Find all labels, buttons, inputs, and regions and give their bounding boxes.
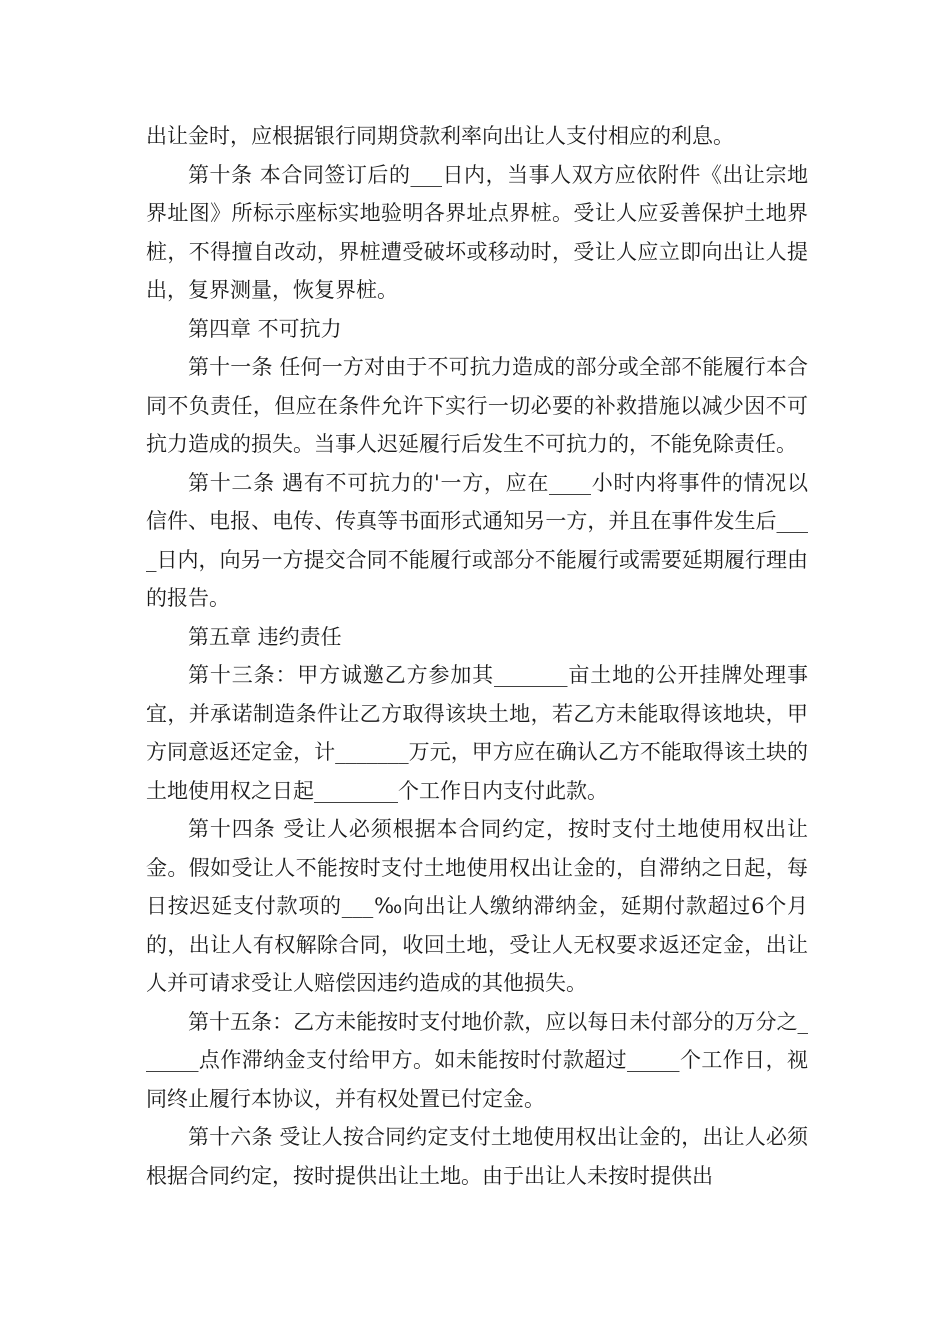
article-12: 第十二条 遇有不可抗力的'一方，应在____小时内将事件的情况以信件、电报、电传、传真等书面形式通知另一方，并且在事件发生后____日内，向另一方提交合同不能履行或部分不能履行或需要延期履行理由的报告。 (146, 470, 808, 610)
paragraph-continuation: 出让金时，应根据银行同期贷款利率向出让人支付相应的利息。 (146, 124, 734, 148)
chapter-4-heading: 第四章 不可抗力 (188, 316, 342, 341)
article-14: 第十四条 受让人必须根据本合同约定，按时支付土地使用权出让金。假如受让人不能按时支付土地使用权出让金的，自滞纳之日起，每日按迟延支付款项的___‰向出让人缴纳滞纳金，延期付款超过6个月的，出让人有权解除合同，收回土地，受让人无权要求返还定金，出让人并可请求受让人赔偿因违约造成的其他损失。 (146, 817, 808, 995)
article-10: 第十条 本合同签订后的___日内，当事人双方应依附件《出让宗地界址图》所标示座标实地验明各界址点界桩。受让人应妥善保护土地界桩，不得擅自改动，界桩遭受破坏或移动时，受让人应立即向出让人提出，复界测量，恢复界桩。 (146, 162, 808, 302)
chapter-5-heading: 第五章 违约责任 (188, 624, 342, 649)
article-13: 第十三条：甲方诚邀乙方参加其_______亩土地的公开挂牌处理事宜，并承诺制造条件让乙方取得该块土地，若乙方未能取得该地块，甲方同意返还定金，计_______万元，甲方应在确认乙方不能取得该土块的土地使用权之日起________个工作日内支付此款。 (146, 663, 808, 803)
article-15: 第十五条：乙方未能按时支付地价款，应以每日未付部分的万分之______点作滞纳金支付给甲方。如未能按时付款超过_____个工作日，视同终止履行本协议，并有权处置已付定金。 (146, 1009, 808, 1111)
document-page (146, 117, 808, 1195)
article-16: 第十六条 受让人按合同约定支付土地使用权出让金的，出让人必须根据合同约定，按时提供出让土地。由于出让人未按时提供出 (146, 1125, 808, 1188)
article-11: 第十一条 任何一方对由于不可抗力造成的部分或全部不能履行本合同不负责任，但应在条件允许下实行一切必要的补救措施以减少因不可抗力造成的损失。当事人迟延履行后发生不可抗力的，不能免除责任。 (146, 355, 808, 456)
